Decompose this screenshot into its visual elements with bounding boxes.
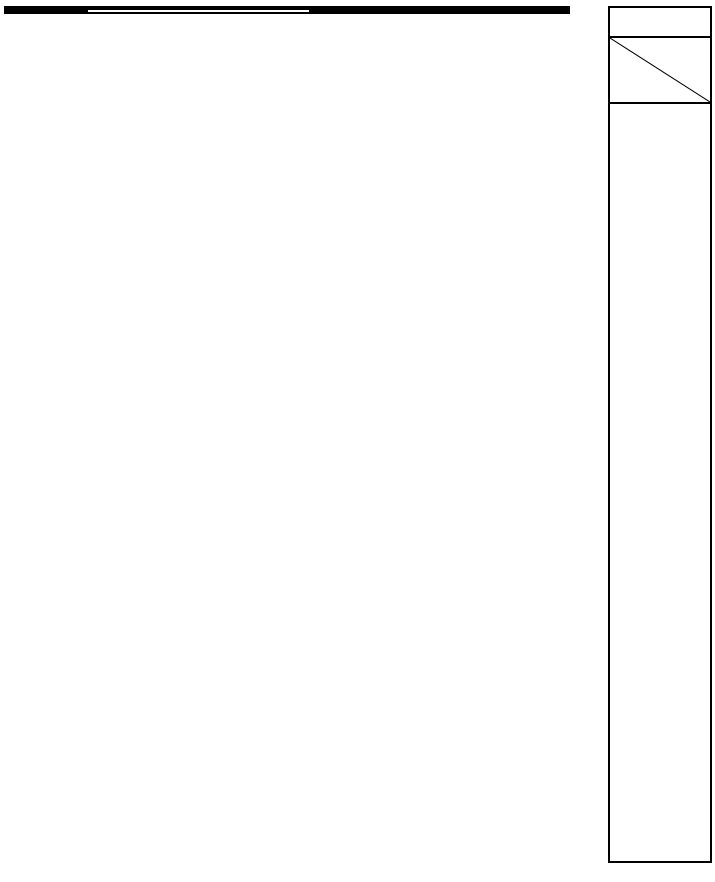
implementation-matrix-table	[4, 6, 570, 14]
lines-of-business-diagonal-cell	[309, 10, 568, 12]
main-customer-column	[608, 6, 712, 863]
main-customer-diagonal-cell	[610, 38, 710, 104]
main-customer-header	[610, 8, 710, 38]
segment-diagonal-cell	[6, 10, 88, 12]
diagonal-line	[610, 38, 710, 102]
implementation-status-header	[88, 8, 309, 10]
